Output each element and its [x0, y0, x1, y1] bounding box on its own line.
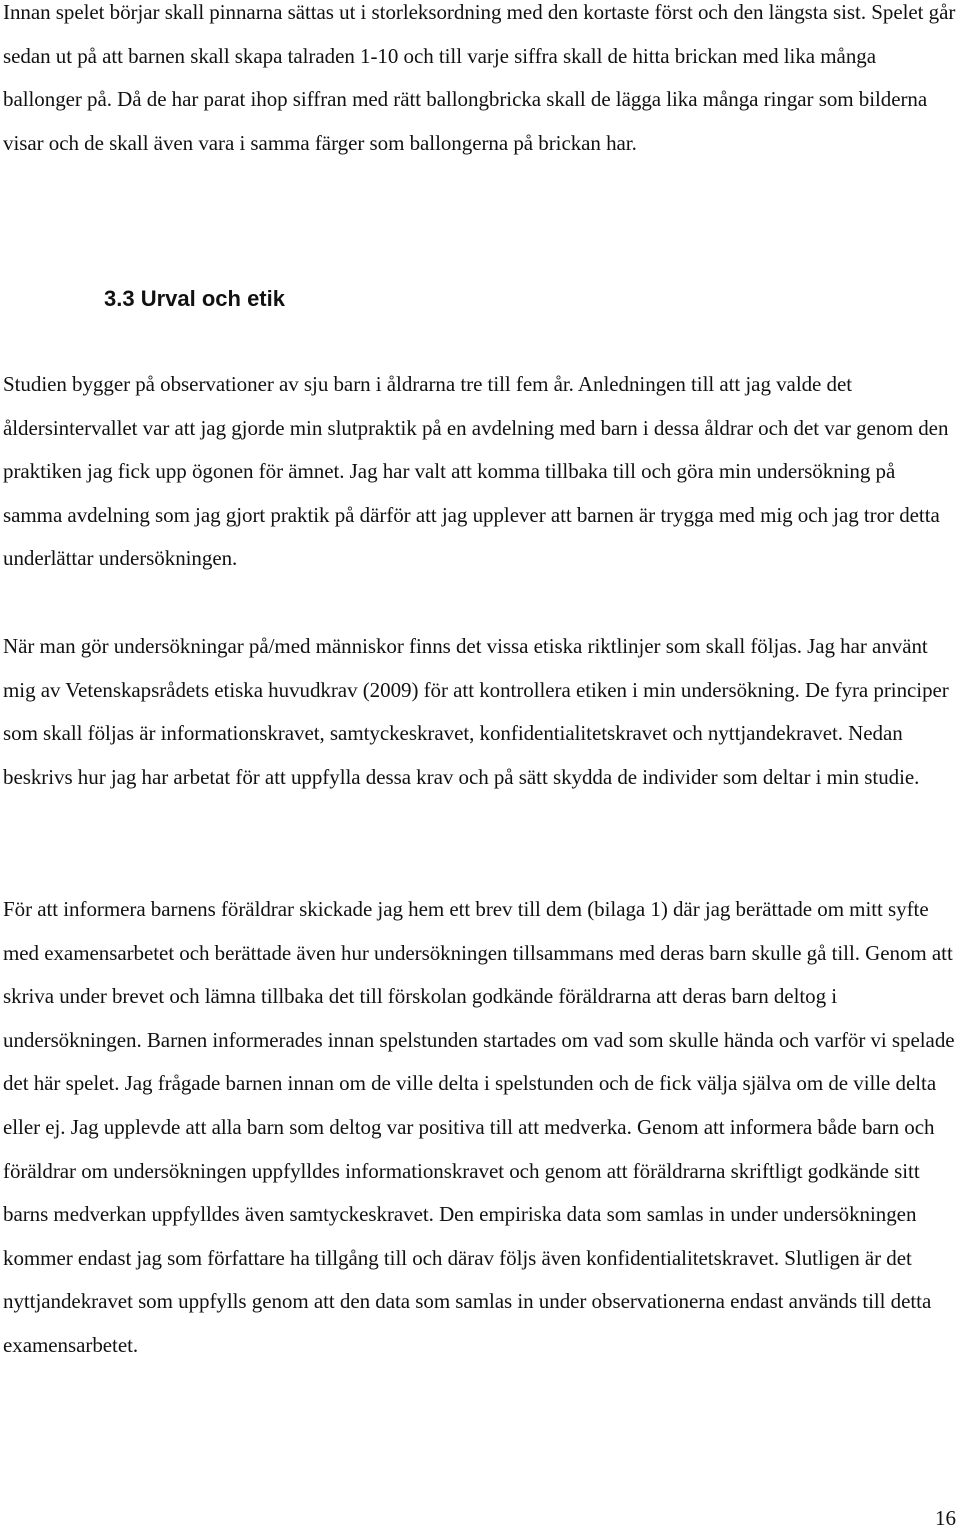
information-paragraph: För att informera barnens föräldrar skickade jag hem ett brev till dem (bilaga 1) där jag berättade om mitt syfte med examensarbetet och berättade även hur undersökningen tillsammans med deras barn skulle gå till. Genom att skriva under brevet och lämna tillbaka det till förskolan godkände föräldrarna att deras barn deltog i undersökningen. Barnen informerades innan spelstunden startades om vad som skulle hända och varför vi spelade det här spelet. Jag frågade barnen innan om de ville delta i spelstunden och de fick välja själva om de ville delta eller ej. Jag upplevde att alla barn som deltog var positiva till att medverka. Genom att informera både barn och föräldrar om undersökningen uppfylldes informationskravet och genom att föräldrarna skriftligt godkände sitt barns medverkan uppfylldes även samtyckeskravet. Den empiriska data som samlas in under undersökningen kommer endast jag som författare ha tillgång till och därav följs även konfidentialitetskravet. Slutligen är det nyttjandekravet som uppfylls genom att den data som samlas in under observationerna endast används till detta examensarbetet.: [3, 897, 955, 1357]
section-heading: 3.3 Urval och etik: [104, 286, 285, 311]
intro-paragraph: Innan spelet börjar skall pinnarna sättas ut i storleksordning med den kortaste först och den längsta sist. Spelet går sedan ut på att barnen skall skapa talraden 1-10 och till varje siffra skall de hitta brickan med lika många ballonger på. Då de har parat ihop siffran med rätt ballongbricka skall de lägga lika många ringar som bilderna visar och de skall även vara i samma färger som ballongerna på brickan har.: [3, 0, 956, 155]
selection-paragraph: Studien bygger på observationer av sju barn i åldrarna tre till fem år. Anledningen till att jag valde det åldersintervallet var att jag gjorde min slutpraktik på en avdelning med barn i dessa åldrar och det var genom den praktiken jag fick upp ögonen för ämnet. Jag har valt att komma tillbaka till och göra min undersökning på samma avdelning som jag gjort praktik på därför att jag upplever att barnen är trygga med mig och jag tror detta underlättar undersökningen.: [3, 372, 949, 571]
ethics-paragraph: När man gör undersökningar på/med människor finns det vissa etiska riktlinjer som skall följas. Jag har använt mig av Vetenskapsrådets etiska huvudkrav (2009) för att kontrollera etiken i min undersökning. De fyra principer som skall följas är informationskravet, samtyckeskravet, konfidentialitetskravet och nyttjandekravet. Nedan beskrivs hur jag har arbetat för att uppfylla dessa krav och på sätt skydda de individer som deltar i min studie.: [3, 634, 949, 789]
page-number: 16: [935, 1506, 956, 1530]
